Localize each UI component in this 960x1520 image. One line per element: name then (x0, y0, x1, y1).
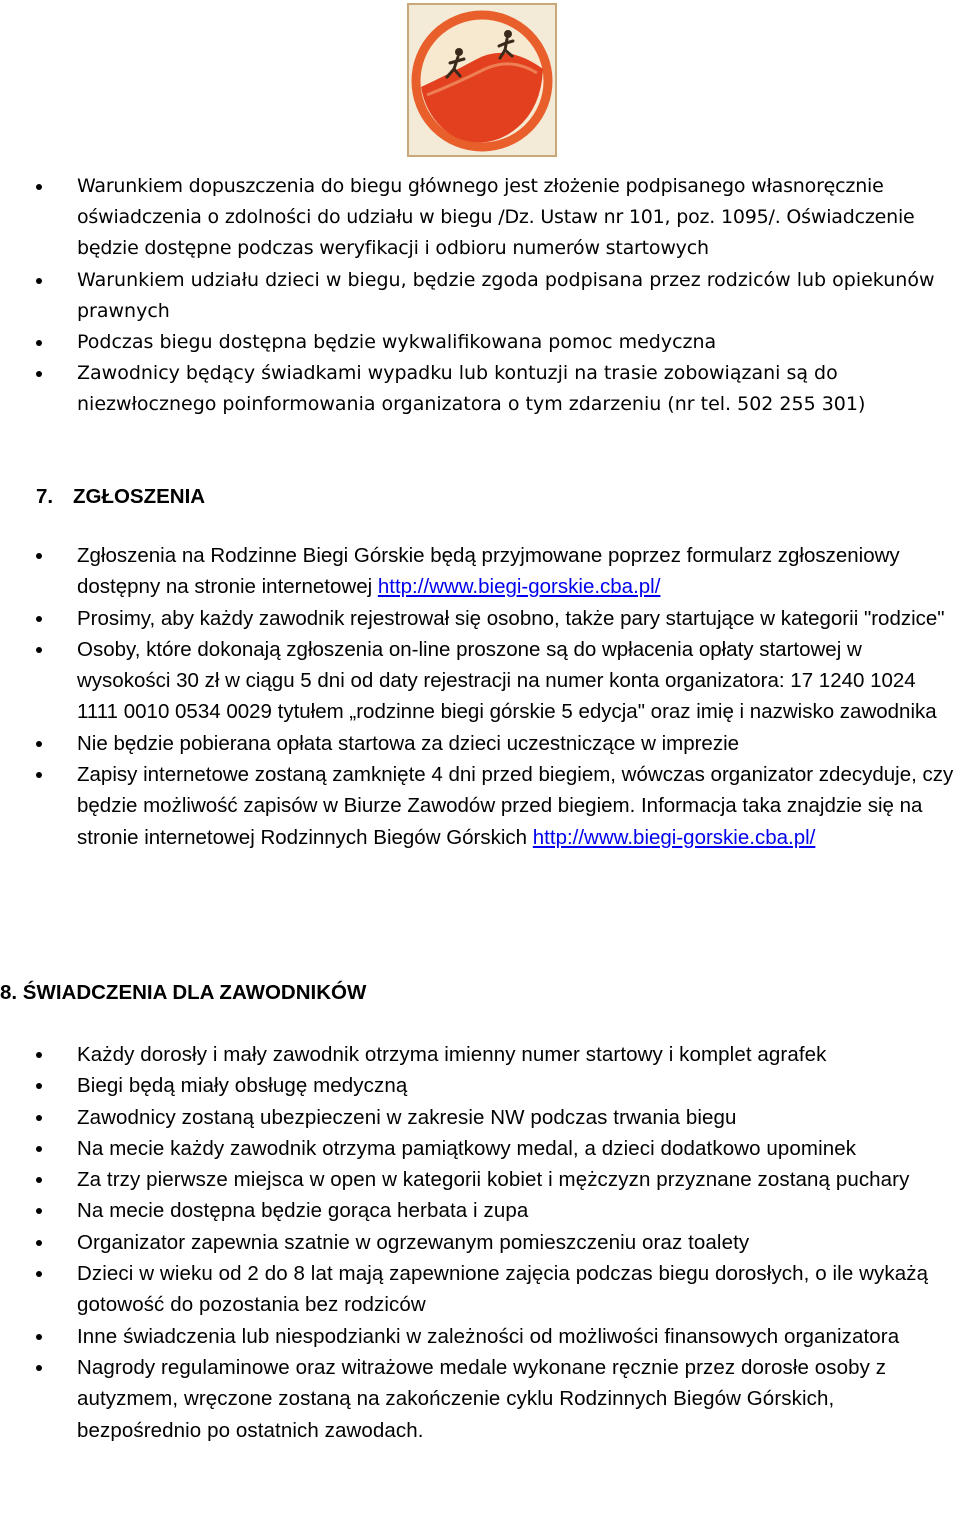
bullet-icon (36, 741, 42, 747)
conditions-list (0, 171, 960, 421)
list-item-text: Nagrody regulaminowe oraz witrażowe medale wykonane ręcznie przez dorosłe osoby z autyzmem, wręczone zostaną na zakończenie cyklu Rodzinnych Biegów Górskich, bezpośrednio po ostatnich zawodach. (77, 1355, 887, 1442)
list-item-text: Zapisy internetowe zostaną zamknięte 4 dni przed biegiem, wówczas organizator zdecyduje, czy będzie możliwość zapisów w Biurze Zawodów przed biegiem. Informacja taka znajdzie się na stronie internetowej Rodzinnych Biegów Górskich (77, 763, 954, 849)
bullet-icon (36, 616, 42, 622)
list-item-text: Nie będzie pobierana opłata startowa za dzieci uczestniczące w imprezie (77, 731, 740, 755)
bullet-icon (36, 1052, 42, 1058)
bullet-icon (36, 340, 42, 346)
list-item-text: Każdy dorosły i mały zawodnik otrzyma imienny numer startowy i komplet agrafek (77, 1043, 827, 1066)
section-title: ZGŁOSZENIA (73, 485, 206, 508)
list-item (0, 759, 960, 853)
list-item-text: Warunkiem udziału dzieci w biegu, będzie zgoda podpisana przez rodziców lub opiekunów prawnych (77, 268, 935, 322)
list-item-text: Prosimy, aby każdy zawodnik rejestrował się osobno, także pary startujące w kategorii "rodzice" (77, 606, 945, 630)
list-item (0, 1102, 960, 1133)
list-item-text: Biegi będą miały obsługę medyczną (77, 1074, 408, 1098)
list-item (0, 1164, 960, 1195)
list-item-text: Zawodnicy będący świadkami wypadku lub kontuzji na trasie zobowiązani są do niezwłocznego poinformowania organizatora o tym zdarzeniu (nr tel. 502 255 301) (77, 362, 866, 416)
bullet-icon (36, 1177, 42, 1183)
bullet-icon (36, 1115, 42, 1121)
list-item (0, 327, 960, 358)
section-heading-zgloszenia (36, 482, 205, 512)
bullet-icon (36, 278, 42, 284)
benefits-list (0, 1039, 960, 1446)
section-heading-swiadczenia: 8. ŚWIADCZENIA DLA ZAWODNIKÓW (0, 981, 367, 1004)
bullet-icon (36, 1271, 42, 1277)
list-item (0, 1352, 960, 1446)
list-item-text: Na mecie każdy zawodnik otrzyma pamiątkowy medal, a dzieci dodatkowo upominek (77, 1136, 857, 1160)
list-item (0, 1070, 960, 1101)
list-item (0, 1195, 960, 1226)
list-item (0, 265, 960, 327)
list-item (0, 1039, 960, 1070)
list-item-text: Za trzy pierwsze miejsca w open w kategorii kobiet i mężczyzn przyznane zostaną puchary (77, 1168, 910, 1192)
list-item-text: Organizator zapewnia szatnie w ogrzewanym pomieszczeniu oraz toalety (77, 1230, 750, 1254)
bullet-icon (36, 1334, 42, 1340)
bullet-icon (36, 1083, 42, 1089)
bullet-icon (36, 1208, 42, 1214)
bullet-icon (36, 184, 42, 190)
list-item (0, 634, 960, 728)
list-item (0, 1321, 960, 1352)
runners-logo (407, 3, 557, 157)
bullet-icon (36, 553, 42, 559)
list-item-text: Zawodnicy zostaną ubezpieczeni w zakresie NW podczas trwania biegu (77, 1105, 737, 1129)
list-item (0, 1133, 960, 1164)
list-item-text: Na mecie dostępna będzie gorąca herbata i zupa (77, 1199, 529, 1223)
list-item-text: Osoby, które dokonają zgłoszenia on-line proszone są do wpłacenia opłaty startowej w wysokości 30 zł w ciągu 5 dni od daty rejestracji na numer konta organizatora: 17 1240 1024 1111 0010 0534 0029 tytułem „rodzinne biegi górskie 5 edycja" oraz imię i nazwisko zawodnika (77, 637, 937, 724)
list-item-text: Warunkiem dopuszczenia do biegu głównego jest złożenie podpisanego własnoręcznie oświadczenia o zdolności do udziału w biegu /Dz. Ustaw nr 101, poz. 1095/. Oświadczenie będzie dostępne podczas weryfikacji i odbioru numerów startowych (77, 175, 915, 260)
bullet-icon (36, 1365, 42, 1371)
bullet-icon (36, 371, 42, 377)
list-item-text: Zgłoszenia na Rodzinne Biegi Górskie będą przyjmowane poprzez formularz zgłoszeniowy dostępny na stronie internetowej (77, 544, 900, 599)
website-link[interactable]: http://www.biegi-gorskie.cba.pl/ (377, 575, 661, 599)
list-item (0, 1227, 960, 1258)
list-item (0, 1258, 960, 1321)
list-item (0, 171, 960, 265)
bullet-icon (36, 1240, 42, 1246)
list-item (0, 358, 960, 420)
list-item (0, 540, 960, 603)
bullet-icon (36, 647, 42, 653)
section-number: 7. (36, 485, 54, 508)
list-item-text: Podczas biegu dostępna będzie wykwalifikowana pomoc medyczna (77, 331, 717, 354)
registration-list (0, 540, 960, 853)
list-item-text: Inne świadczenia lub niespodzianki w zależności od możliwości finansowych organizatora (77, 1324, 900, 1348)
bullet-icon (36, 772, 42, 778)
website-link[interactable]: http://www.biegi-gorskie.cba.pl/ (532, 825, 816, 849)
bullet-icon (36, 1146, 42, 1152)
list-item (0, 603, 960, 634)
list-item-text: Dzieci w wieku od 2 do 8 lat mają zapewnione zajęcia podczas biegu dorosłych, o ile wykażą gotowość do pozostania bez rodziców (77, 1262, 929, 1317)
list-item (0, 728, 960, 759)
